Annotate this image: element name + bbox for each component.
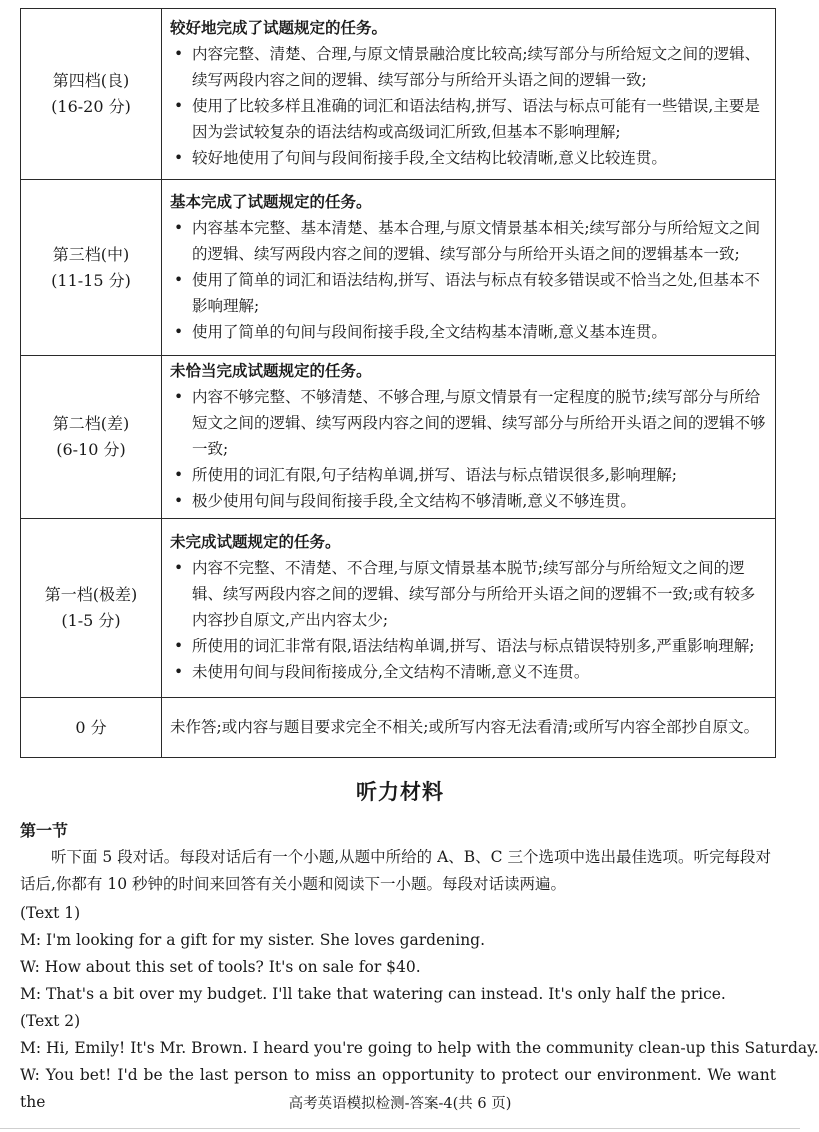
criterion-text: 内容不完整、不清楚、不合理,与原文情景基本脱节;续写部分与所给短文之间的逻辑、续写两段内容之间的逻辑、续写部分与所给开头语之间的逻辑不一致;或有较多内容抄自原文,产出内容太少; bbox=[192, 559, 756, 629]
rubric-level-range: (1-5 分) bbox=[61, 611, 121, 630]
instructions-paragraph: 听下面 5 段对话。每段对话后有一个小题,从题中所给的 A、B、C 三个选项中选出最佳选项。听完每段对话后,你都有 10 秒钟的时间来回答有关小题和阅读下一小题。每段对话读两遍。 bbox=[20, 848, 771, 893]
rubric-level-name: 0 分 bbox=[75, 717, 107, 737]
transcript-line: M: Hi, Emily! It's Mr. Brown. I heard you're going to help with the community clean-up this Saturday. bbox=[20, 1039, 819, 1057]
criterion-item bbox=[170, 93, 767, 145]
bullet-icon: • bbox=[174, 466, 184, 484]
bottom-divider bbox=[0, 1128, 800, 1129]
rubric-description-cell bbox=[162, 698, 776, 758]
rubric-note: 未作答;或内容与题目要求完全不相关;或所写内容无法看清;或所写内容全部抄自原文。 bbox=[170, 717, 760, 736]
criterion-item bbox=[170, 319, 767, 345]
rubric-level-name: 第二档(差) bbox=[52, 414, 130, 433]
criterion-item bbox=[170, 41, 767, 93]
rubric-description-cell bbox=[162, 356, 776, 519]
rubric-heading: 基本完成了试题规定的任务。 bbox=[170, 191, 372, 211]
rubric-level-cell bbox=[21, 180, 162, 356]
rubric-description-cell bbox=[162, 180, 776, 356]
rubric-description-cell bbox=[162, 519, 776, 698]
criterion-text: 较好地使用了句间与段间衔接手段,全文结构比较清晰,意义比较连贯。 bbox=[192, 149, 667, 167]
rubric-heading: 较好地完成了试题规定的任务。 bbox=[170, 18, 388, 37]
rubric-description-cell bbox=[162, 9, 776, 180]
criteria-list bbox=[170, 41, 767, 171]
rubric-level-name: 第四档(良) bbox=[52, 71, 130, 90]
criterion-item bbox=[170, 488, 767, 514]
criterion-text: 使用了比较多样且准确的词汇和语法结构,拼写、语法与标点可能有一些错误,主要是因为尝试较复杂的语法结构或高级词汇所致,但基本不影响理解; bbox=[192, 97, 760, 141]
criterion-item bbox=[170, 384, 767, 462]
criterion-item bbox=[170, 145, 767, 171]
criterion-text: 使用了简单的词汇和语法结构,拼写、语法与标点有较多错误或不恰当之处,但基本不影响理解; bbox=[192, 270, 760, 315]
criterion-item bbox=[170, 215, 767, 267]
transcript-line: (Text 1) bbox=[20, 904, 81, 922]
rubric-row-level-2 bbox=[21, 356, 776, 519]
rubric-heading: 未恰当完成试题规定的任务。 bbox=[170, 361, 372, 380]
criterion-item bbox=[170, 555, 767, 633]
bullet-icon: • bbox=[174, 45, 184, 63]
page-footer: 高考英语模拟检测-答案-4(共 6 页) bbox=[288, 1096, 512, 1112]
rubric-heading: 未完成试题规定的任务。 bbox=[170, 532, 341, 551]
bullet-icon: • bbox=[174, 270, 184, 289]
bullet-icon: • bbox=[174, 637, 184, 655]
criterion-item bbox=[170, 462, 767, 488]
criterion-text: 内容完整、清楚、合理,与原文情景融洽度比较高;续写部分与所给短文之间的逻辑、续写两段内容之间的逻辑、续写部分与所给开头语之间的逻辑一致; bbox=[192, 45, 761, 89]
criterion-item bbox=[170, 633, 767, 659]
criterion-item bbox=[170, 659, 767, 685]
scoring-rubric-table bbox=[20, 8, 776, 758]
transcript-line: M: That's a bit over my budget. I'll take that watering can instead. It's only half the price. bbox=[20, 985, 726, 1003]
criterion-item bbox=[170, 267, 767, 319]
transcript-line: (Text 2) bbox=[20, 1012, 81, 1030]
criterion-text: 使用了简单的句间与段间衔接手段,全文结构基本清晰,意义基本连贯。 bbox=[192, 322, 667, 341]
criteria-list bbox=[170, 555, 767, 685]
criterion-text: 未使用句间与段间衔接成分,全文结构不清晰,意义不连贯。 bbox=[192, 663, 590, 681]
rubric-level-range: (16-20 分) bbox=[51, 97, 131, 116]
bullet-icon: • bbox=[174, 492, 184, 510]
bullet-icon: • bbox=[174, 322, 184, 341]
transcript-line: W: You bet! I'd be the last person to miss an opportunity to protect our environment. We want the bbox=[20, 1066, 776, 1111]
rubric-row-level-4 bbox=[21, 9, 776, 180]
rubric-level-cell bbox=[21, 356, 162, 519]
rubric-level-name: 第一档(极差) bbox=[44, 585, 138, 604]
criterion-text: 极少使用句间与段间衔接手段,全文结构不够清晰,意义不够连贯。 bbox=[192, 492, 636, 510]
section-title: 听力材料 bbox=[356, 779, 444, 804]
transcript-line: W: How about this set of tools? It's on sale for $40. bbox=[20, 958, 421, 976]
rubric-level-range: (6-10 分) bbox=[56, 440, 126, 459]
part-label: 第一节 bbox=[20, 821, 69, 840]
criterion-text: 所使用的词汇非常有限,语法结构单调,拼写、语法与标点错误特别多,严重影响理解; bbox=[192, 637, 755, 655]
criterion-text: 内容不够完整、不够清楚、不够合理,与原文情景有一定程度的脱节;续写部分与所给短文之间的逻辑、续写两段内容之间的逻辑、续写部分与所给开头语之间的逻辑不够一致; bbox=[192, 388, 766, 458]
bullet-icon: • bbox=[174, 149, 184, 167]
rubric-level-cell bbox=[21, 698, 162, 758]
rubric-row-level-1 bbox=[21, 519, 776, 698]
rubric-level-name: 第三档(中) bbox=[52, 244, 130, 264]
rubric-row-level-3 bbox=[21, 180, 776, 356]
bullet-icon: • bbox=[174, 663, 184, 681]
bullet-icon: • bbox=[174, 218, 184, 237]
transcript-line: M: I'm looking for a gift for my sister. She loves gardening. bbox=[20, 931, 486, 949]
bullet-icon: • bbox=[174, 559, 184, 577]
criteria-list bbox=[170, 215, 767, 345]
bullet-icon: • bbox=[174, 97, 184, 115]
rubric-level-cell bbox=[21, 519, 162, 698]
criterion-text: 所使用的词汇有限,句子结构单调,拼写、语法与标点错误很多,影响理解; bbox=[192, 466, 678, 484]
bullet-icon: • bbox=[174, 388, 184, 406]
rubric-level-range: (11-15 分) bbox=[51, 270, 131, 290]
rubric-row-level-0 bbox=[21, 698, 776, 758]
rubric-level-cell bbox=[21, 9, 162, 180]
criterion-text: 内容基本完整、基本清楚、基本合理,与原文情景基本相关;续写部分与所给短文之间的逻辑、续写两段内容之间的逻辑、续写部分与所给开头语之间的逻辑基本一致; bbox=[192, 218, 761, 263]
criteria-list bbox=[170, 384, 767, 514]
